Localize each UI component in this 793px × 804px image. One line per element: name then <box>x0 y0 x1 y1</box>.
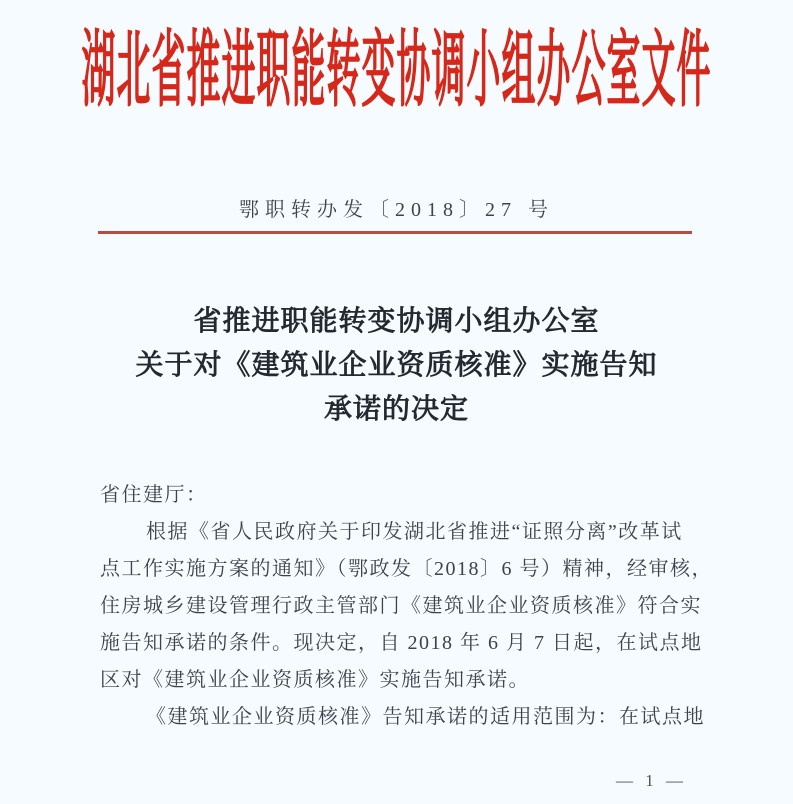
body-line: 根据《省人民政府关于印发湖北省推进“证照分离”改革试 <box>146 521 683 543</box>
document-title <box>0 300 793 432</box>
document-title-line-3: 承诺的决定 <box>323 394 469 425</box>
body-line: 住房城乡建设管理行政主管部门《建筑业企业资质核准》符合实 <box>100 595 702 617</box>
document-title-line-1: 省推进职能转变协调小组办公室 <box>193 306 600 337</box>
salutation-line: 省住建厅： <box>100 484 208 506</box>
document-reference-number: 鄂职转办发〔2018〕27 号 <box>239 199 554 221</box>
page-number: — 1 — <box>616 771 687 790</box>
body-line: 点工作实施方案的通知》（鄂政发〔2018〕6 号）精神，经审核， <box>100 558 713 580</box>
document-title-line-2: 关于对《建筑业企业资质核准》实施告知 <box>135 350 658 381</box>
body-line: 区对《建筑业企业资质核准》实施告知承诺。 <box>100 669 530 691</box>
red-separator-rule <box>98 231 692 234</box>
body-line: 施告知承诺的条件。现决定，自 2018 年 6 月 7 日起，在试点地 <box>100 632 703 654</box>
body-line: 《建筑业企业资质核准》告知承诺的适用范围为：在试点地 <box>146 706 705 728</box>
red-header-band <box>0 27 793 119</box>
issuing-org-masthead: 湖北省推进职能转变协调小组办公室文件 <box>81 27 712 119</box>
document-body <box>100 477 713 736</box>
